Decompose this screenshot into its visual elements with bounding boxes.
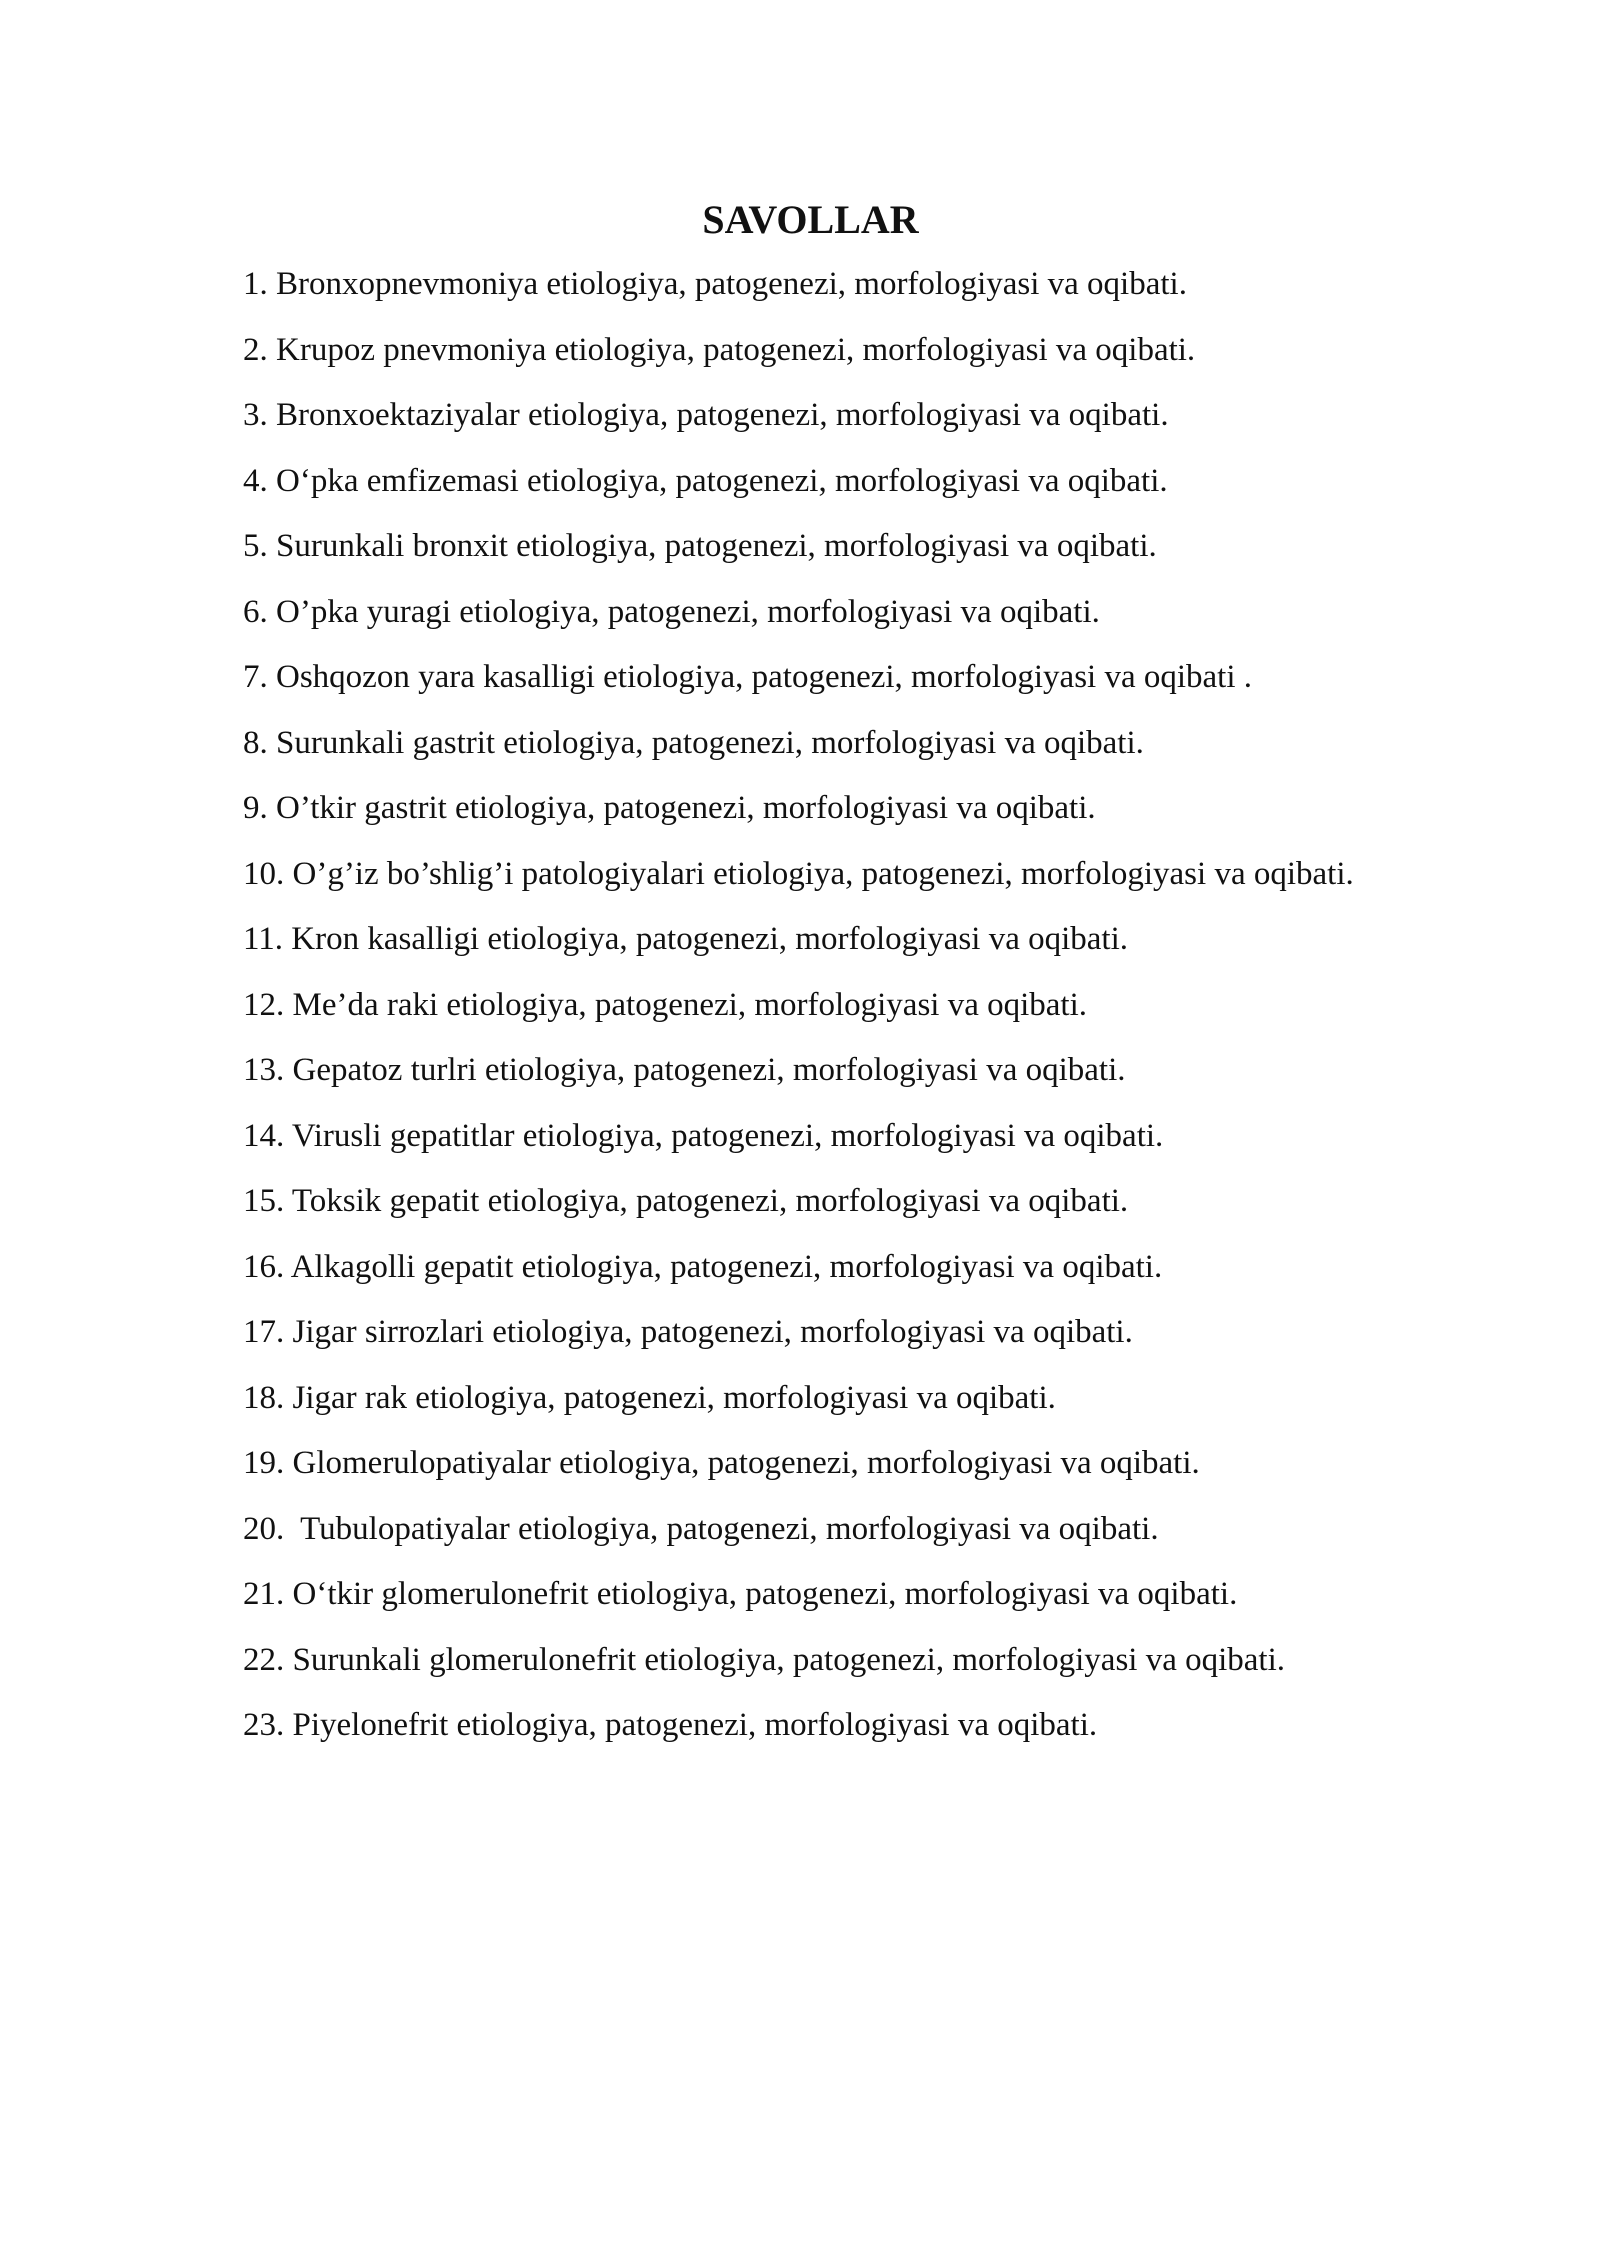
- question-number: 7.: [243, 659, 276, 695]
- question-item: [243, 907, 1368, 973]
- question-item: [243, 1431, 1368, 1497]
- question-number: 1.: [243, 266, 276, 302]
- question-number: 17.: [243, 1314, 293, 1350]
- question-item: [243, 711, 1368, 777]
- question-number: 14.: [243, 1117, 292, 1154]
- question-item: [243, 1038, 1368, 1104]
- question-item: [243, 580, 1368, 646]
- question-item: [243, 1628, 1368, 1694]
- question-number: 15.: [243, 1183, 292, 1219]
- question-text: Alkagolli gepatit etiologiya, patogenezi, morfologiyasi va oqibati.: [290, 1248, 1163, 1285]
- question-item: [243, 318, 1368, 384]
- question-number: 22.: [243, 1641, 293, 1678]
- question-text: Tubulopatiyalar etiologiya, patogenezi, morfologiyasi va oqibati.: [292, 1510, 1159, 1547]
- question-text: Virusli gepatitlar etiologiya, patogenezi, morfologiyasi va oqibati.: [291, 1117, 1164, 1154]
- question-number: 5.: [243, 528, 276, 564]
- question-text: Bronxopnevmoniya etiologiya, patogenezi, morfologiyasi va oqibati.: [276, 266, 1187, 302]
- question-text: Piyelonefrit etiologiya, patogenezi, morfologiyasi va oqibati.: [292, 1707, 1098, 1743]
- question-text: O‘pka emfizemasi etiologiya, patogenezi, morfologiyasi va oqibati.: [276, 462, 1168, 499]
- question-item: [243, 1366, 1368, 1432]
- question-item: [243, 1169, 1368, 1235]
- question-number: 6.: [243, 593, 276, 630]
- question-text: Gepatoz turlri etiologiya, patogenezi, morfologiyasi va oqibati.: [292, 1052, 1126, 1088]
- question-text: Surunkali bronxit etiologiya, patogenezi, morfologiyasi va oqibati.: [276, 528, 1157, 564]
- question-item: [243, 776, 1368, 842]
- question-text: Jigar rak etiologiya, patogenezi, morfologiyasi va oqibati.: [292, 1379, 1056, 1416]
- question-number: 16.: [243, 1248, 291, 1285]
- question-text: Toksik gepatit etiologiya, patogenezi, morfologiyasi va oqibati.: [291, 1183, 1129, 1219]
- question-text: Surunkali glomerulonefrit etiologiya, patogenezi, morfologiyasi va oqibati.: [292, 1641, 1286, 1678]
- question-text: Krupoz pnevmoniya etiologiya, patogenezi, morfologiyasi va oqibati.: [276, 331, 1196, 368]
- question-text: O’tkir gastrit etiologiya, patogenezi, morfologiyasi va oqibati.: [276, 790, 1096, 826]
- question-number: 8.: [243, 724, 276, 761]
- question-item: [243, 449, 1368, 515]
- question-item: [243, 1497, 1368, 1563]
- question-number: 2.: [243, 331, 276, 368]
- question-item: [243, 1300, 1368, 1366]
- question-number: 18.: [243, 1379, 293, 1416]
- question-number: 13.: [243, 1052, 293, 1088]
- question-number: 23.: [243, 1707, 293, 1743]
- question-text: Me’da raki etiologiya, patogenezi, morfologiyasi va oqibati.: [292, 986, 1088, 1023]
- question-item: [243, 1562, 1368, 1628]
- question-number: 10.: [243, 855, 293, 892]
- question-text: Oshqozon yara kasalligi etiologiya, patogenezi, morfologiyasi va oqibati .: [276, 659, 1252, 695]
- question-item: [243, 1104, 1368, 1170]
- question-item: [243, 252, 1368, 318]
- question-text: O’g’iz bo’shlig’i patologiyalari etiologiya, patogenezi, morfologiyasi va oqibati.: [292, 855, 1354, 892]
- question-item: [243, 1235, 1368, 1301]
- question-item: [243, 383, 1368, 449]
- question-number: 12.: [243, 986, 293, 1023]
- question-text: Surunkali gastrit etiologiya, patogenezi, morfologiyasi va oqibati.: [276, 724, 1144, 761]
- question-text: O’pka yuragi etiologiya, patogenezi, morfologiyasi va oqibati.: [276, 593, 1100, 630]
- document-page: [243, 190, 1368, 1759]
- question-item: [243, 514, 1368, 580]
- question-item: [243, 1693, 1368, 1759]
- question-number: 20.: [243, 1510, 293, 1547]
- question-number: 4.: [243, 462, 276, 499]
- question-number: 9.: [243, 790, 276, 826]
- question-item: [243, 645, 1368, 711]
- page-title: SAVOLLAR: [702, 197, 919, 242]
- question-number: 19.: [243, 1445, 293, 1481]
- question-number: 21.: [243, 1576, 293, 1612]
- question-text: Glomerulopatiyalar etiologiya, patogenezi, morfologiyasi va oqibati.: [292, 1445, 1200, 1481]
- questions-list: [243, 252, 1368, 1759]
- question-number: 3.: [243, 397, 276, 433]
- question-text: O‘tkir glomerulonefrit etiologiya, patogenezi, morfologiyasi va oqibati.: [292, 1576, 1238, 1612]
- question-item: [243, 973, 1368, 1039]
- question-text: Kron kasalligi etiologiya, patogenezi, morfologiyasi va oqibati.: [291, 921, 1128, 957]
- question-text: Jigar sirrozlari etiologiya, patogenezi, morfologiyasi va oqibati.: [292, 1314, 1133, 1350]
- question-text: Bronxoektaziyalar etiologiya, patogenezi, morfologiyasi va oqibati.: [276, 397, 1169, 433]
- question-item: [243, 842, 1368, 908]
- question-number: 11.: [243, 921, 292, 957]
